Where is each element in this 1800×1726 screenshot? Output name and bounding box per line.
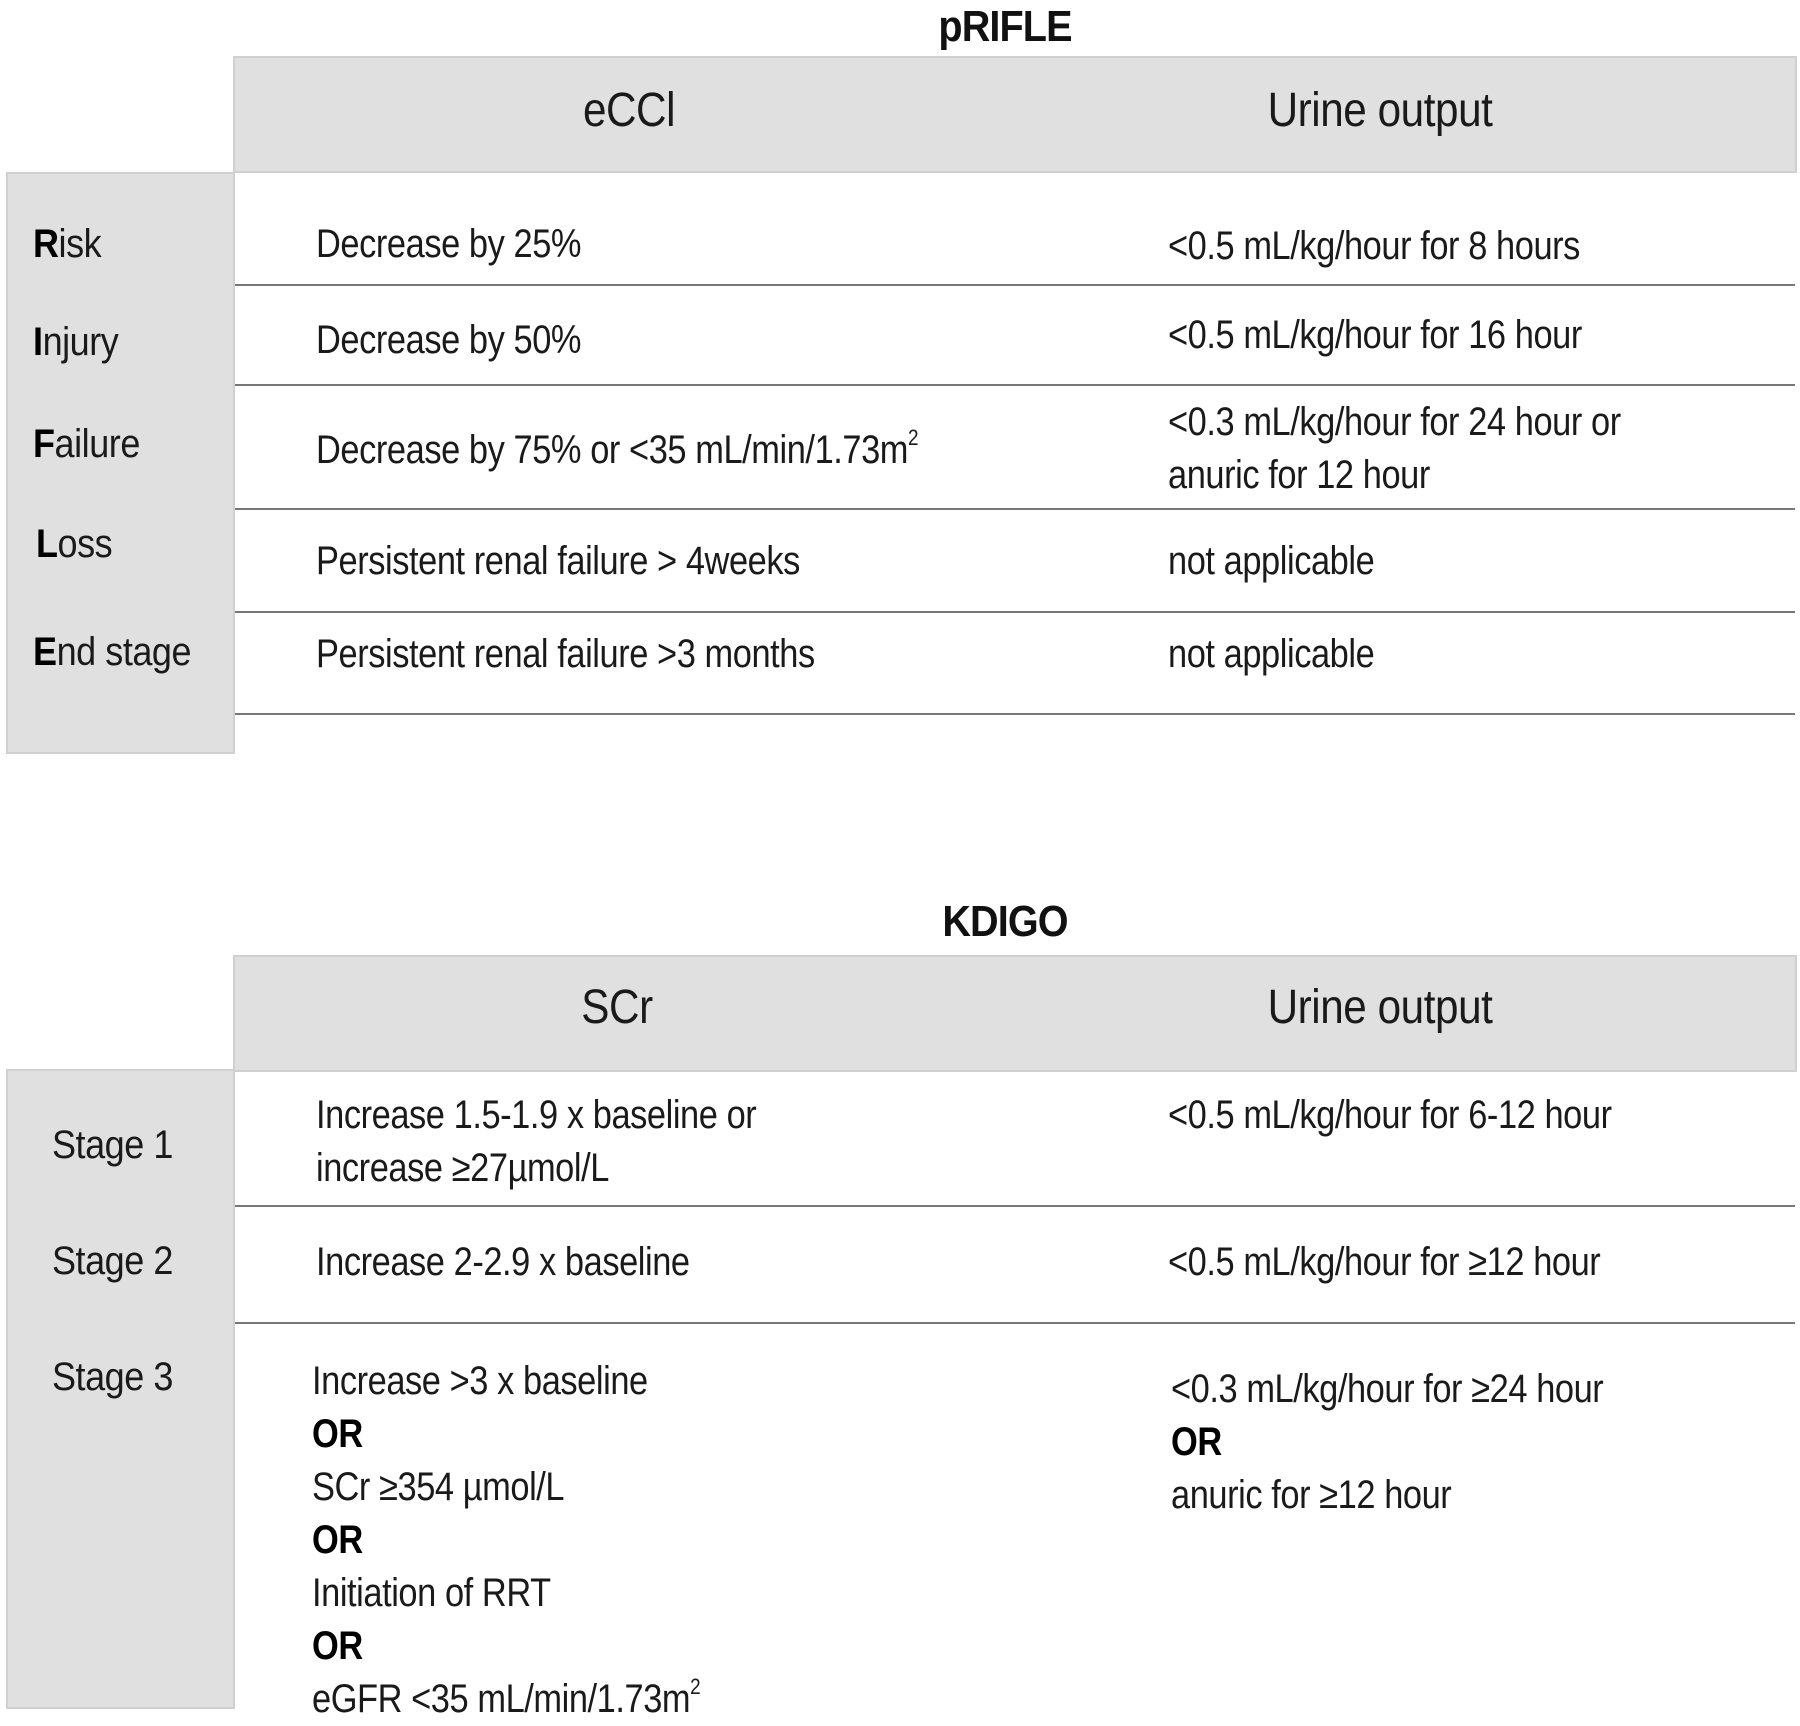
cell-text: not applicable [1168, 535, 1374, 588]
cell-text: SCr ≥354 µmol/L [312, 1461, 700, 1514]
urine-cell [1168, 535, 1374, 588]
row-divider [235, 508, 1795, 510]
kdigo-title: KDIGO [101, 897, 1800, 947]
prifle-title: pRIFLE [101, 2, 1800, 52]
row-divider [235, 1205, 1795, 1207]
urine-cell [1168, 309, 1582, 362]
row-label: Stage 3 [52, 1355, 173, 1400]
eccl-cell [316, 218, 581, 271]
or-label: OR [312, 1514, 700, 1567]
cell-text: <0.3 mL/kg/hour for 24 hour or [1168, 396, 1621, 449]
eccl-cell [316, 535, 800, 588]
cell-text: Persistent renal failure > 4weeks [316, 535, 800, 588]
cell-text: <0.5 mL/kg/hour for ≥12 hour [1168, 1236, 1600, 1289]
prifle-header-band [233, 56, 1797, 173]
row-label [33, 422, 140, 467]
or-label: OR [312, 1408, 700, 1461]
cell-text: not applicable [1168, 628, 1374, 681]
prifle-header-eccl: eCCl [583, 83, 675, 138]
row-label [33, 630, 191, 675]
label-initial: F [33, 422, 55, 466]
scr-cell [312, 1355, 700, 1726]
cell-text: anuric for ≥12 hour [1171, 1469, 1603, 1522]
cell-text: increase ≥27µmol/L [316, 1142, 756, 1195]
row-label: Stage 1 [52, 1123, 173, 1168]
superscript: 2 [690, 1674, 700, 1699]
row-divider [235, 611, 1795, 613]
row-divider [235, 384, 1795, 386]
urine-cell [1168, 1236, 1600, 1289]
cell-text: Decrease by 25% [316, 218, 581, 271]
label-rest: njury [43, 320, 119, 364]
cell-text: Decrease by 75% or <35 mL/min/1.73m [316, 428, 908, 472]
row-label [33, 222, 101, 267]
cell-text: Persistent renal failure >3 months [316, 628, 815, 681]
eccl-cell [316, 314, 581, 367]
label-initial: R [33, 222, 59, 266]
urine-cell [1171, 1363, 1603, 1522]
scr-cell [316, 1089, 756, 1195]
row-divider [235, 284, 1795, 286]
or-label: OR [1171, 1416, 1603, 1469]
cell-text: <0.3 mL/kg/hour for ≥24 hour [1171, 1363, 1603, 1416]
cell-text: eGFR <35 mL/min/1.73m [312, 1677, 690, 1721]
cell-text: <0.5 mL/kg/hour for 6-12 hour [1168, 1089, 1612, 1142]
kdigo-header-band [233, 955, 1797, 1072]
label-rest: ailure [55, 422, 140, 466]
prifle-header-urine-output: Urine output [1268, 83, 1493, 138]
row-label [36, 522, 112, 567]
urine-cell [1168, 396, 1621, 502]
urine-cell [1168, 220, 1580, 273]
label-rest: isk [59, 222, 102, 266]
cell-text: Increase 2-2.9 x baseline [316, 1236, 690, 1289]
scr-cell [316, 1236, 690, 1289]
row-divider [235, 1322, 1795, 1324]
cell-text: Decrease by 50% [316, 314, 581, 367]
cell-text: Increase 1.5-1.9 x baseline or [316, 1089, 756, 1142]
kdigo-header-urine-output: Urine output [1268, 980, 1493, 1035]
cell-text: <0.5 mL/kg/hour for 16 hour [1168, 309, 1582, 362]
cell-text: Initiation of RRT [312, 1567, 700, 1620]
urine-cell [1168, 628, 1374, 681]
label-initial: E [33, 630, 57, 674]
label-rest: oss [58, 522, 113, 566]
row-divider [235, 713, 1795, 715]
row-label: Stage 2 [52, 1239, 173, 1284]
label-initial: I [33, 320, 43, 364]
cell-text: anuric for 12 hour [1168, 449, 1621, 502]
label-initial: L [36, 522, 58, 566]
cell-text: Increase >3 x baseline [312, 1355, 700, 1408]
or-label: OR [312, 1620, 700, 1673]
label-rest: nd stage [57, 630, 192, 674]
kdigo-header-scr: SCr [581, 980, 652, 1035]
cell-text: <0.5 mL/kg/hour for 8 hours [1168, 220, 1580, 273]
eccl-cell [316, 424, 918, 477]
superscript: 2 [908, 425, 918, 450]
row-label [33, 320, 118, 365]
urine-cell [1168, 1089, 1612, 1142]
eccl-cell [316, 628, 815, 681]
